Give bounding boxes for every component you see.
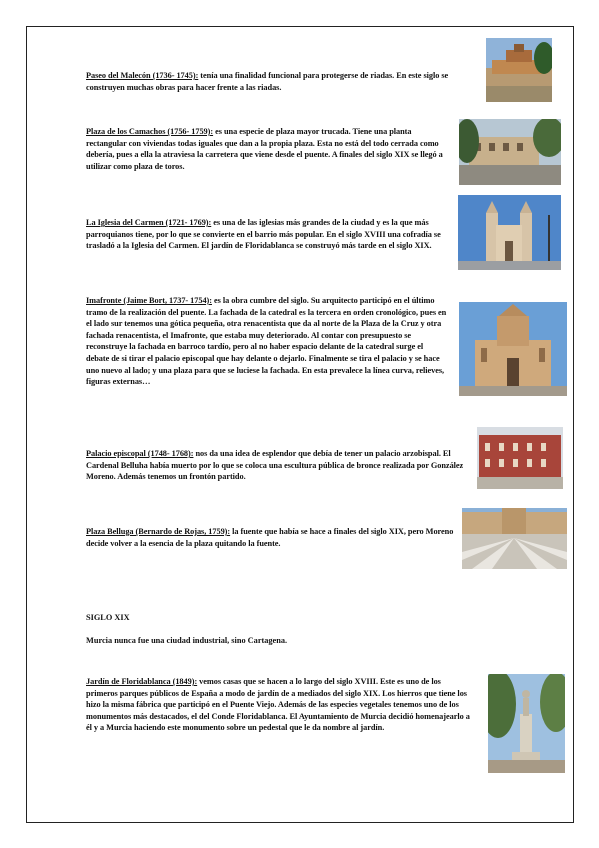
entry-jardin-floridablanca — [86, 676, 470, 734]
entry-paseo-malecon — [86, 70, 466, 93]
entry-imafronte — [86, 295, 448, 388]
photo-plaza-belluga — [462, 508, 567, 569]
section-title: SIGLO XIX — [86, 613, 130, 622]
photo-palacio-episcopal — [477, 427, 563, 489]
entry-body: es una de las iglesias más grandes de la ciudad y es la que más parroquianos tiene, por lo que se convierte en el barrio más popular. En el siglo XVIII una cofradía se trasladó a la Iglesia del Carmen. El jardín de Floridablanca se construyó más tarde en el siglo XIX. — [86, 218, 441, 251]
photo-paseo-malecon — [486, 38, 552, 102]
photo-plaza-camachos — [459, 119, 561, 185]
entry-title: Plaza Belluga (Bernardo de Rojas, 1759): — [86, 527, 231, 536]
entry-title: Plaza de los Camachos (1756- 1759): — [86, 127, 214, 136]
entry-iglesia-carmen — [86, 217, 448, 252]
entry-body: la fuente que había se hace a finales del siglo XIX, pero Moreno decide volver a la esencia de la plaza quitando la fuente. — [86, 527, 454, 548]
entry-body: nos da una idea de esplendor que debía de tener un palacio arzobispal. El Cardenal Belluha había muerto por lo que se coloca una escultura pública de bronce realizada por González Moreno. Además tenemos un frontón partido. — [86, 449, 464, 482]
photo-jardin-floridablanca — [488, 674, 565, 773]
entry-title: Jardín de Floridablanca (1849): — [86, 677, 198, 686]
entry-body: tenía una finalidad funcional para protegerse de riadas. En este siglo se construyen muchas obras para hacer frente a las riadas. — [86, 71, 449, 92]
entry-title: Palacio episcopal (1748- 1768): — [86, 449, 194, 458]
entry-body: es una especie de plaza mayor trucada. Tiene una planta rectangular con viviendas todas iguales que dan a la propia plaza. Esta no está del todo cerrada como debería, pues a ella la atraviesa la carretera que viene desde el puente. A finales del siglo XIX se llegó a utilizar como plaza de toros. — [86, 127, 443, 171]
entry-body: es la obra cumbre del siglo. Su arquitecto participó en el último tramo de la realización del puente. La fachada de la catedral es la tercera en orden cronológico, pues en el lado sur tenemos una gótica pequeña, otra renacentista que da al norte de la Plaza de la Cruz y otra fachada renacentista, el Imafronte, que estaba muy deteriorado. Al contar con presupuesto se reconstruye la fachada en barroco tardío, pero al no haber espacio delante de la catedral surge el debate de si tirar el palacio episcopal que hay delante o dejarlo. Finalmente se tira el palacio y se hace uno nuevo al lado; y una plaza para que se luciese la fachada. En esta prevalece la línea curva, relieves, figuras externas… — [86, 296, 447, 387]
entry-title: La Iglesia del Carmen (1721- 1769): — [86, 218, 212, 227]
photo-iglesia-carmen — [458, 195, 561, 270]
entry-body: vemos casas que se hacen a lo largo del siglo XVIII. Este es uno de los primeros parques públicos de España a modo de jardín de a mediados del siglo XIX. Los hierros que tiene los hizo la misma fábrica que participó en el Puente Viejo. Además de las especies vegetales tenemos uno de los monumentos más destacados, el del Conde Floridablanca. El Ayuntamiento de Murcia decidió homenajearlo a él y a Murcia haciendo este monumento sobre un pedestal que le da nombre al jardín. — [86, 677, 470, 733]
entry-palacio-episcopal — [86, 448, 464, 483]
entry-title: Paseo del Malecón (1736- 1745): — [86, 71, 199, 80]
entry-plaza-camachos — [86, 126, 451, 172]
section-intro: Murcia nunca fue una ciudad industrial, sino Cartagena. — [86, 636, 288, 645]
entry-plaza-belluga — [86, 526, 458, 549]
photo-imafronte — [459, 302, 567, 396]
entry-title: Imafronte (Jaime Bort, 1737- 1754): — [86, 296, 212, 305]
